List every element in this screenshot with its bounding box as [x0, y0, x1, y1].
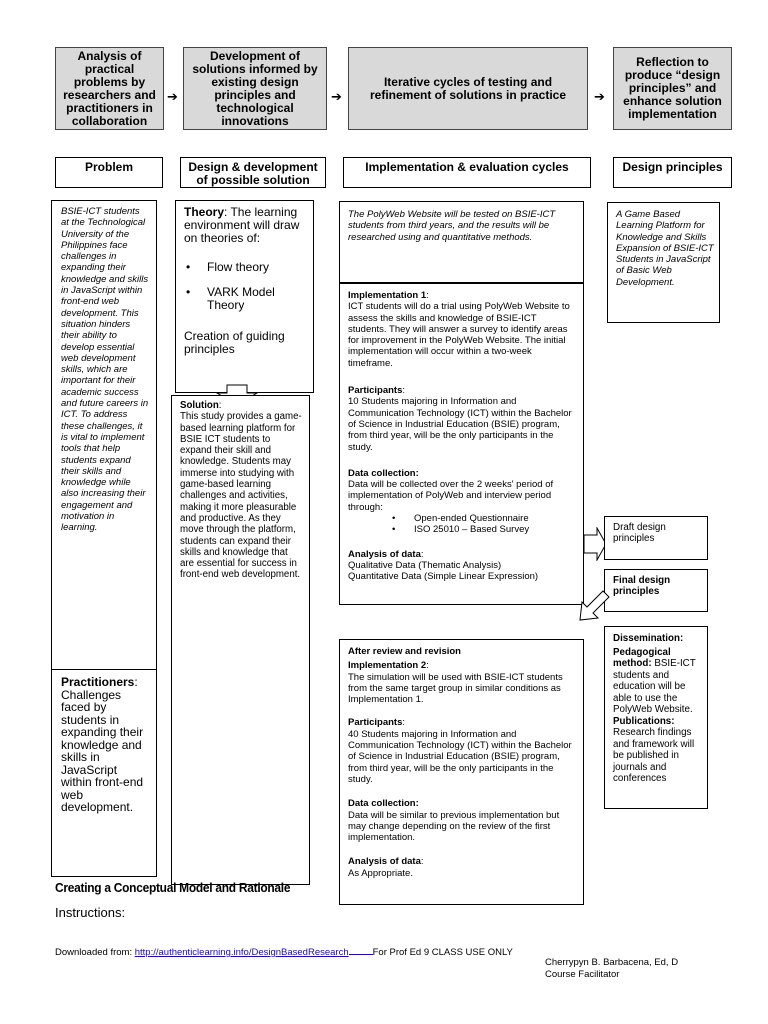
impl2-participants-text: 40 Students majoring in Information and Communication Technology (ICT) within the Bachelor of Science in Industrial Education (BSIE) program, from third year, will be the only participants in the study.: [348, 728, 572, 785]
impl1-text: ICT students will do a trial using PolyWeb Website to assess the skills and knowledge of BSIE-ICT students. They will answer a survey to identify areas for improvement in the PolyWeb Website. The initial implementation will occur within a two-week timeframe.: [348, 301, 570, 369]
impl1-participants-text: 10 Students majoring in Information and Communication Technology (ICT) within the Bachelor of Science in Industrial Education (BSIE) program, from third year, will be the only participants in the study.: [348, 396, 572, 453]
publications-title: Publications:: [613, 715, 675, 727]
step-analysis-text: Analysis of practical problems by researchers and practitioners in collaboration: [63, 48, 156, 128]
step-iterative-box: [348, 47, 588, 130]
impl2-data-text: Data will be similar to previous implementation but may change depending on the review of the first implementation.: [348, 809, 560, 844]
solution-box: Solution: This study provides a game-based learning platform for BSIE ICT students to expand their skill and knowledge. Students may immerse into studying with game-based learning challenges and activities, making it more pleasurable and productive. As they move through the platform, students can expand their skills and knowledge that are essential for success in front-end web development.: [171, 395, 310, 885]
pedagogical-title: Pedagogical method:: [613, 646, 671, 669]
implementation-1-box: Implementation 1: ICT students will do a trial using PolyWeb Website to assess the skills and knowledge of BSIE-ICT students. They will answer a survey to identify areas for improvement in the PolyWeb Website. The initial implementation will occur within a two-week timeframe. Participants: 10 Students majoring in Information and Communication Technology (ICT) within the Bachelor of Science in Industrial Education (BSIE) program, from third year, will be the only participants in the study. Data collection: Data will be collected over the 2 weeks' period of implementation of PolyWeb and interview period through: • Open-ended Questionnaire • ISO 25010 – Based Survey Analysis of data: Qualitative Data (Thematic Analysis) Quantitative Data (Simple Linear Expression): [339, 283, 584, 605]
arrow-right-icon: ➔: [331, 89, 342, 104]
practitioners-title: Practitioners: [61, 675, 135, 689]
publications-text: Research findings and framework will be published in journals and conferences: [613, 727, 695, 784]
impl2-title: Implementation 2: [348, 660, 427, 672]
impl1-data-text: Data will be collected over the 2 weeks' period of implementation of PolyWeb and interview period through:: [348, 479, 554, 513]
impl1-analysis-title: Analysis of data: [348, 548, 421, 560]
arrow-right-icon: ➔: [167, 89, 178, 104]
label-problem: Problem: [55, 157, 163, 188]
impl1-data-item: • ISO 25010 – Based Survey: [392, 524, 575, 535]
problem-text: BSIE-ICT students at the Technological University of the Philippines face challenges in expanding their knowledge and skills in JavaScript within front-end web development. This situation hinders their ability to develop essential web development skills, which are important for their academic success and future careers in ICT. To address these challenges, it is vital to implement tools that help students expand their skills and knowledge while also increasing their engagement and motivation in learning.: [61, 206, 149, 534]
arrow-down-left-icon: [578, 590, 612, 622]
impl2-data-title: Data collection:: [348, 798, 419, 810]
theory-footer: Creation of guiding principles: [184, 329, 285, 356]
theory-item: • Flow theory: [184, 261, 305, 274]
principles-box: [607, 202, 720, 323]
impl2-review: After review and revision: [348, 646, 461, 657]
theory-title: Theory: [184, 205, 225, 219]
principles-text: A Game Based Learning Platform for Knowledge and Skills Expansion of BSIE-ICT Students in JavaScript of Basic Web Development.: [616, 209, 714, 288]
impl1-data-item: • Open-ended Questionnaire: [392, 513, 575, 524]
impl2-analysis-text: As Appropriate.: [348, 867, 413, 879]
theory-list: [184, 261, 305, 312]
final-principles-box: [604, 569, 708, 612]
dissemination-title: Dissemination:: [613, 633, 684, 644]
impl2-text: The simulation will be used with BSIE-ICT students from the same target group in similar conditions as Implementation 1.: [348, 671, 563, 706]
final-principles-text: Final design principles: [613, 575, 671, 598]
footer-instructions: Instructions:: [55, 905, 126, 920]
solution-text: This study provides a game-based learning platform for BSIE ICT students to expand their skill and knowledge. Students may immerse into studying with game-based learning challenges and activities, making it more pleasurable and productive. As they move through the platform, students can expand their skills and knowledge that are essential for success in front-end web development.: [180, 411, 302, 581]
dissemination-box: [604, 626, 708, 809]
impl1-data-title: Data collection:: [348, 467, 419, 479]
footer-downloaded-label: Downloaded from:: [55, 947, 135, 958]
label-cycles: Implementation & evaluation cycles: [343, 157, 591, 188]
pedagogical-text: BSIE-ICT students and education will be able to use the PolyWeb Website.: [613, 658, 696, 715]
cycles-intro-text: The PolyWeb Website will be tested on BSIE-ICT students from third years, and the results will be researched using and quantitative methods.: [348, 209, 556, 243]
impl2-participants-title: Participants: [348, 717, 403, 729]
step-development-text: Development of solutions informed by existing design principles and technological innovations: [192, 48, 318, 128]
step-iterative-text: Iterative cycles of testing and refinement of solutions in practice: [369, 74, 567, 102]
impl1-data-list: [348, 513, 575, 536]
impl1-analysis-line: Qualitative Data (Thematic Analysis): [348, 559, 502, 571]
step-analysis-box: [55, 47, 164, 130]
arrow-right-icon: ➔: [594, 89, 605, 104]
draft-principles-box: [604, 516, 708, 560]
cycles-intro-box: [339, 201, 584, 283]
footer-role: Course Facilitator: [545, 969, 620, 980]
footer-use-label: For Prof Ed 9 CLASS USE ONLY: [372, 947, 513, 958]
step-reflection-box: [613, 47, 732, 130]
step-development-box: [183, 47, 327, 130]
practitioners-text: Challenges faced by students in expanding their knowledge and skills in JavaScript within front-end web development.: [61, 687, 144, 814]
footer-heading: Creating a Conceptual Model and Rationale: [55, 880, 291, 895]
step-reflection-text: Reflection to produce “design principles” and enhance solution implementation: [623, 55, 722, 121]
theory-intro: : The learning environment will draw on theories of:: [184, 205, 300, 245]
theory-box: [175, 200, 314, 393]
footer-url-link[interactable]: http://authenticlearning.info/DesignBasedResearch: [134, 947, 349, 958]
impl1-title: Implementation 1: [348, 290, 427, 301]
label-principles: Design principles: [613, 157, 732, 188]
impl1-analysis-line: Quantitative Data (Simple Linear Expression): [348, 571, 539, 583]
label-design: Design & development of possible solution: [180, 157, 326, 188]
draft-principles-text: Draft design principles: [613, 522, 666, 545]
footer-name: Cherrypyn B. Barbacena, Ed, D: [545, 957, 679, 968]
theory-item: • VARK Model Theory: [184, 286, 305, 312]
solution-title: Solution: [180, 400, 219, 411]
impl2-analysis-title: Analysis of data: [348, 856, 421, 868]
impl1-participants-title: Participants: [348, 385, 403, 397]
problem-box: [51, 200, 157, 670]
practitioners-box: Practitioners: Challenges faced by students in expanding their knowledge and skills in JavaScript within front-end web development.: [51, 669, 157, 877]
implementation-2-box: After review and revision Implementation 2: The simulation will be used with BSIE-ICT students from the same target group in similar conditions as Implementation 1. Participants: 40 Students majoring in Information and Communication Technology (ICT) within the Bachelor of Science in Industrial Education (BSIE) program, from third year, will be the only participants in the study. Data collection: Data will be similar to previous implementation but may change depending on the review of the first implementation. Analysis of data: As Appropriate.: [339, 639, 584, 905]
